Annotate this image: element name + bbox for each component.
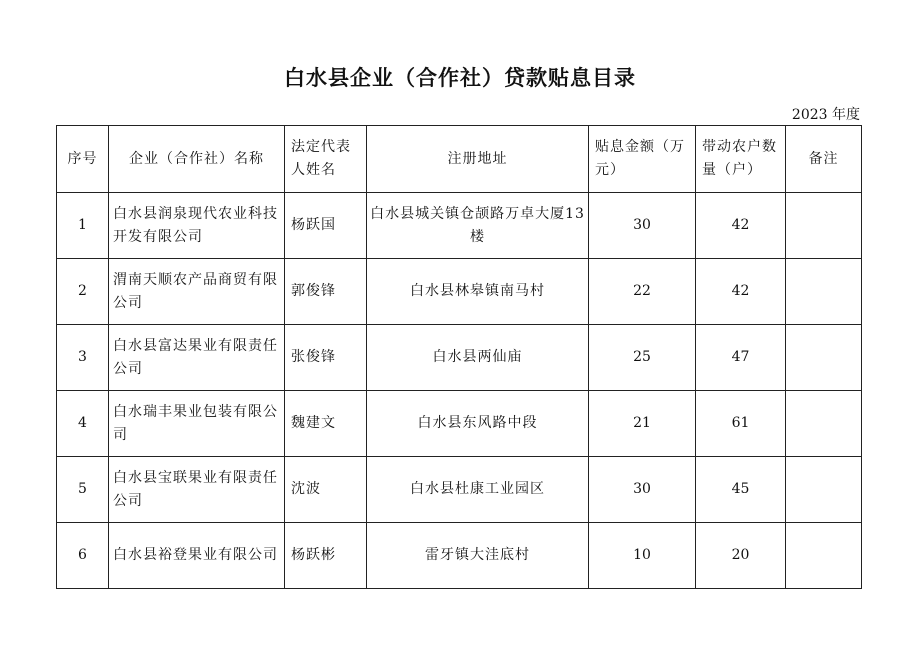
table-row bbox=[57, 457, 862, 523]
cell-remark bbox=[786, 325, 862, 391]
cell-seq: 1 bbox=[57, 193, 109, 259]
cell-amount: 30 bbox=[589, 193, 696, 259]
cell-seq: 2 bbox=[57, 259, 109, 325]
header-address: 注册地址 bbox=[367, 126, 589, 193]
header-company: 企业（合作社）名称 bbox=[109, 126, 285, 193]
header-amount: 贴息金额（万元） bbox=[589, 126, 696, 193]
cell-seq: 5 bbox=[57, 457, 109, 523]
cell-remark bbox=[786, 391, 862, 457]
cell-legal-rep: 杨跃彬 bbox=[285, 523, 367, 589]
cell-address: 白水县东风路中段 bbox=[367, 391, 589, 457]
cell-households: 42 bbox=[696, 193, 786, 259]
cell-households: 20 bbox=[696, 523, 786, 589]
header-households: 带动农户数量（户） bbox=[696, 126, 786, 193]
cell-legal-rep: 魏建文 bbox=[285, 391, 367, 457]
cell-company: 白水县裕登果业有限公司 bbox=[109, 523, 285, 589]
cell-company: 渭南天顺农产品商贸有限公司 bbox=[109, 259, 285, 325]
table-row bbox=[57, 325, 862, 391]
cell-amount: 10 bbox=[589, 523, 696, 589]
cell-remark bbox=[786, 457, 862, 523]
cell-remark bbox=[786, 259, 862, 325]
cell-households: 45 bbox=[696, 457, 786, 523]
cell-amount: 30 bbox=[589, 457, 696, 523]
cell-address: 白水县林皋镇南马村 bbox=[367, 259, 589, 325]
cell-seq: 6 bbox=[57, 523, 109, 589]
cell-legal-rep: 杨跃国 bbox=[285, 193, 367, 259]
cell-amount: 25 bbox=[589, 325, 696, 391]
subsidy-table bbox=[56, 125, 862, 589]
table-row bbox=[57, 259, 862, 325]
cell-seq: 4 bbox=[57, 391, 109, 457]
cell-address: 白水县杜康工业园区 bbox=[367, 457, 589, 523]
cell-remark bbox=[786, 523, 862, 589]
document-year: 2023 年度 bbox=[791, 107, 860, 123]
cell-legal-rep: 郭俊锋 bbox=[285, 259, 367, 325]
cell-legal-rep: 张俊锋 bbox=[285, 325, 367, 391]
cell-amount: 22 bbox=[589, 259, 696, 325]
header-remark: 备注 bbox=[786, 126, 862, 193]
document-title: 白水县企业（合作社）贷款贴息目录 bbox=[284, 66, 636, 90]
cell-households: 61 bbox=[696, 391, 786, 457]
header-legal-rep: 法定代表人姓名 bbox=[285, 126, 367, 193]
cell-households: 47 bbox=[696, 325, 786, 391]
cell-company: 白水瑞丰果业包装有限公司 bbox=[109, 391, 285, 457]
cell-company: 白水县润泉现代农业科技开发有限公司 bbox=[109, 193, 285, 259]
cell-company: 白水县富达果业有限责任公司 bbox=[109, 325, 285, 391]
table-row bbox=[57, 193, 862, 259]
cell-seq: 3 bbox=[57, 325, 109, 391]
header-seq: 序号 bbox=[57, 126, 109, 193]
table-header-row bbox=[57, 126, 862, 193]
cell-households: 42 bbox=[696, 259, 786, 325]
cell-address: 白水县城关镇仓颉路万卓大厦13楼 bbox=[367, 193, 589, 259]
cell-legal-rep: 沈波 bbox=[285, 457, 367, 523]
cell-company: 白水县宝联果业有限责任公司 bbox=[109, 457, 285, 523]
cell-remark bbox=[786, 193, 862, 259]
cell-address: 雷牙镇大洼底村 bbox=[367, 523, 589, 589]
table-row bbox=[57, 391, 862, 457]
cell-address: 白水县两仙庙 bbox=[367, 325, 589, 391]
table-row bbox=[57, 523, 862, 589]
cell-amount: 21 bbox=[589, 391, 696, 457]
